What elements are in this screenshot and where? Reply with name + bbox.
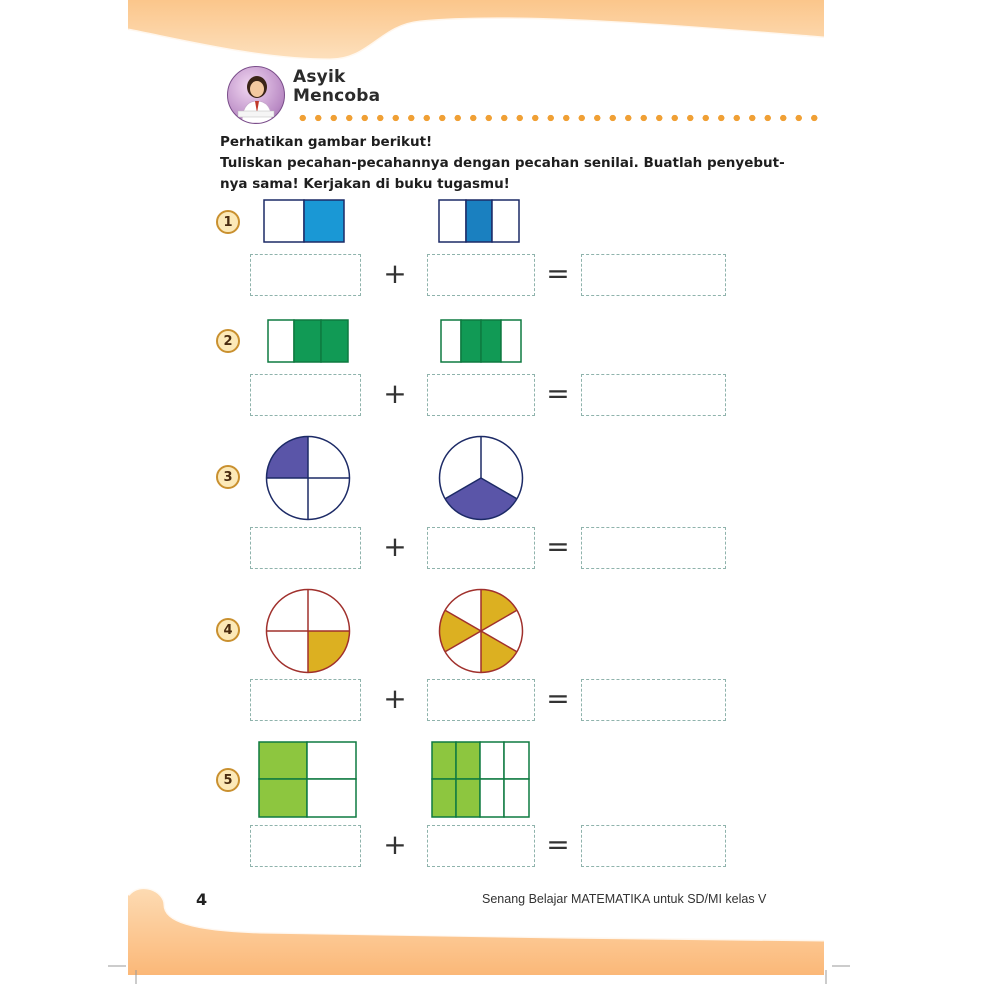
plus-sign: +	[383, 377, 407, 410]
problem-number-badge: 2	[216, 329, 240, 353]
title-line-2: Mencoba	[293, 86, 381, 106]
answer-box-middle[interactable]	[427, 254, 535, 296]
book-title: Senang Belajar MATEMATIKA untuk SD/MI kelas V	[482, 892, 767, 906]
instruction-line-2: Tuliskan pecahan-pecahannya dengan pecahan senilai. Buatlah penyebut-	[220, 155, 785, 171]
instructions	[220, 132, 785, 195]
problem-2-right-figure	[440, 319, 524, 365]
section-header	[227, 66, 827, 126]
problem-1-left-figure	[263, 199, 347, 245]
dotted-divider	[295, 114, 825, 122]
problem-3-left-figure	[265, 435, 351, 521]
page-number: 4	[196, 890, 208, 909]
equals-sign: =	[546, 682, 570, 715]
equals-sign: =	[546, 530, 570, 563]
problem-number-badge: 3	[216, 465, 240, 489]
answer-box-middle[interactable]	[427, 374, 535, 416]
problem-3-right-figure	[438, 435, 524, 521]
problem-5-right-figure	[431, 741, 531, 819]
answer-box-middle[interactable]	[427, 825, 535, 867]
answer-box-result[interactable]	[581, 527, 726, 569]
plus-sign: +	[383, 530, 407, 563]
problem-4-left-figure	[265, 588, 351, 674]
problem-1-right-figure	[438, 199, 522, 245]
answer-box-result[interactable]	[581, 374, 726, 416]
equals-sign: =	[546, 257, 570, 290]
plus-sign: +	[383, 257, 407, 290]
answer-box-result[interactable]	[581, 825, 726, 867]
problem-4-right-figure	[438, 588, 524, 674]
answer-box-middle[interactable]	[427, 679, 535, 721]
equals-sign: =	[546, 377, 570, 410]
answer-box-result[interactable]	[581, 254, 726, 296]
answer-box-left[interactable]	[250, 825, 361, 867]
answer-box-left[interactable]	[250, 527, 361, 569]
problem-2-left-figure	[267, 319, 351, 365]
plus-sign: +	[383, 682, 407, 715]
problem-number-badge: 4	[216, 618, 240, 642]
answer-box-left[interactable]	[250, 254, 361, 296]
problem-number-badge: 1	[216, 210, 240, 234]
answer-box-left[interactable]	[250, 374, 361, 416]
problem-5-left-figure	[258, 741, 358, 819]
equals-sign: =	[546, 828, 570, 861]
problem-number-badge: 5	[216, 768, 240, 792]
section-title	[293, 68, 380, 106]
answer-box-left[interactable]	[250, 679, 361, 721]
title-line-1: Asyik	[293, 67, 346, 87]
plus-sign: +	[383, 828, 407, 861]
answer-box-result[interactable]	[581, 679, 726, 721]
answer-box-middle[interactable]	[427, 527, 535, 569]
student-avatar-icon	[227, 66, 285, 124]
instruction-line-3: nya sama! Kerjakan di buku tugasmu!	[220, 176, 510, 192]
instruction-line-1: Perhatikan gambar berikut!	[220, 134, 433, 150]
